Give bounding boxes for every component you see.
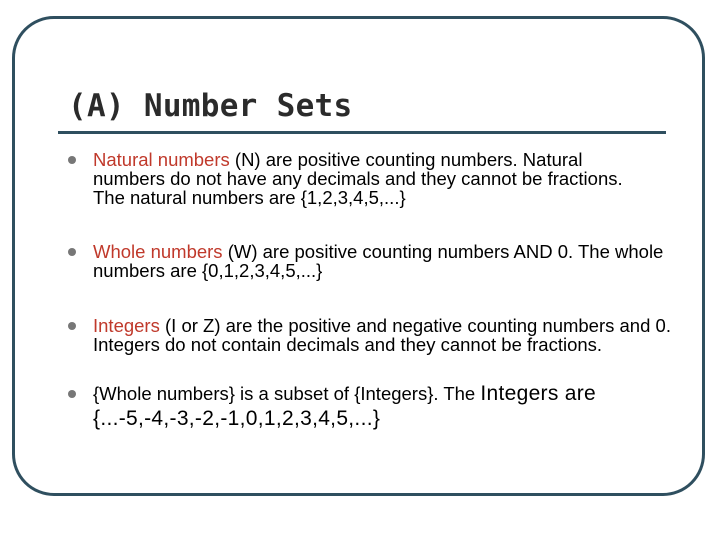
- bullet-whole-numbers: [66, 242, 673, 280]
- integers-set: Integers are {...-5,-4,-3,-2,-1,0,1,2,3,4,5,...}: [93, 382, 597, 430]
- bullet-text: (W) are positive counting numbers AND 0. The whole numbers are {0,1,2,3,4,5,...}: [93, 241, 664, 281]
- term-natural-numbers: Natural numbers: [93, 149, 230, 170]
- title-divider: [58, 131, 666, 134]
- bullet-dot-icon: [68, 322, 76, 330]
- bullet-list: [66, 149, 671, 430]
- bullet-text: (N) are positive counting numbers. Natural numbers do not have any decimals and they cannot be fractions. The natural numbers are {1,2,3,4,5,...}: [93, 149, 623, 208]
- bullet-integers: [66, 316, 673, 354]
- bullet-subset: [66, 381, 673, 431]
- slide-title: (A) Number Sets: [68, 88, 353, 124]
- bullet-dot-icon: [68, 390, 76, 398]
- term-whole-numbers: Whole numbers: [93, 241, 223, 262]
- bullet-text: {Whole numbers} is a subset of {Integers}. The: [93, 383, 481, 404]
- bullet-dot-icon: [68, 248, 76, 256]
- bullet-dot-icon: [68, 156, 76, 164]
- bullet-natural-numbers: [66, 150, 646, 207]
- bullet-text: (I or Z) are the positive and negative counting numbers and 0. Integers do not contain decimals and they cannot be fractions.: [93, 315, 671, 355]
- term-integers: Integers: [93, 315, 160, 336]
